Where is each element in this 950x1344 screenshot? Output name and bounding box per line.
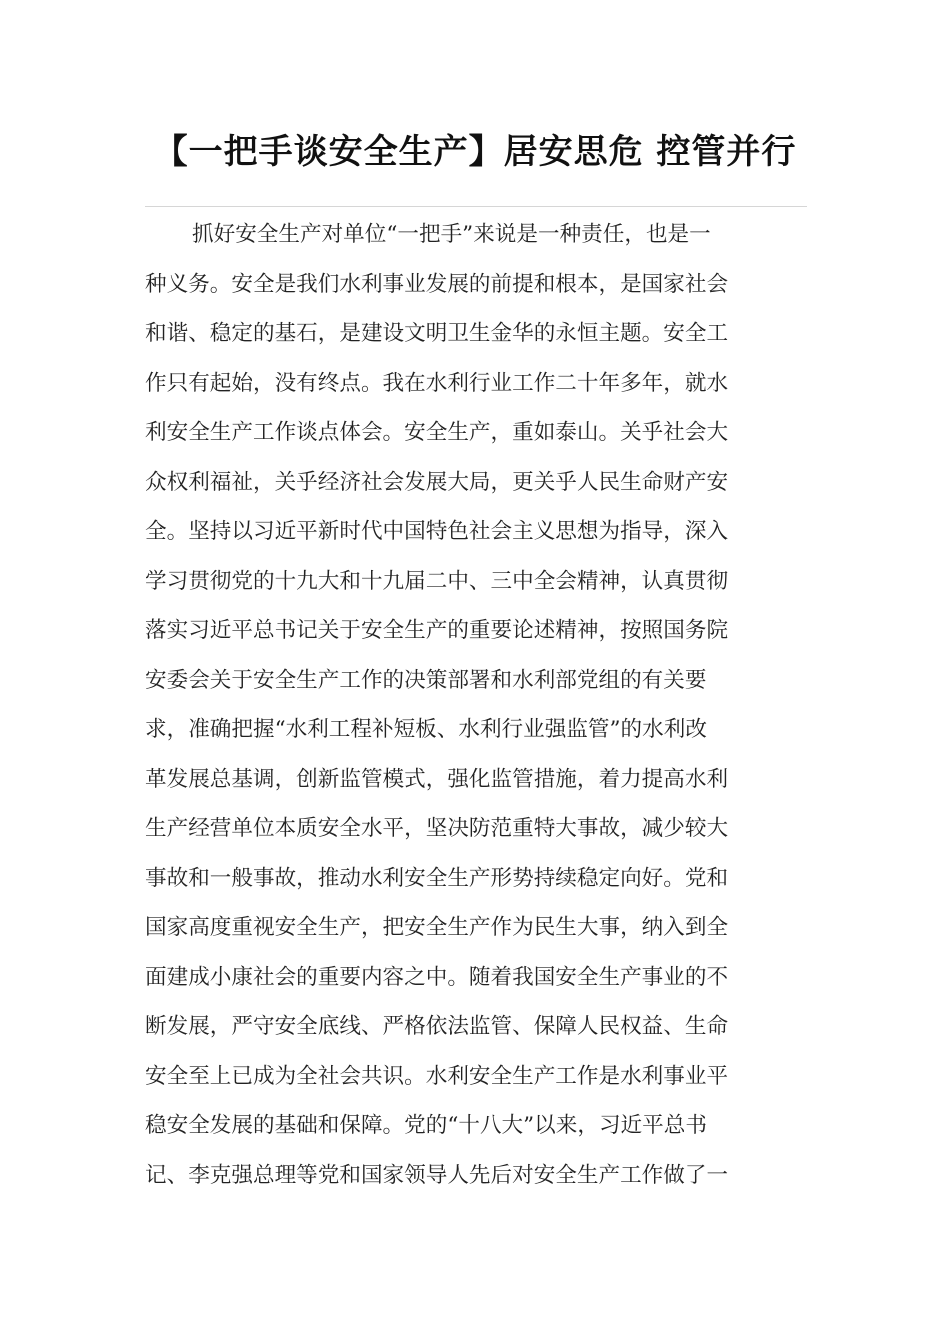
- paragraph-line: 种义务。安全是我们水利事业发展的前提和根本，是国家社会: [145, 271, 729, 297]
- document-title: 【一把手谈安全生产】居安思危 控管并行: [153, 132, 797, 172]
- title-divider: [145, 206, 807, 207]
- paragraph-line: 和谐、稳定的基石，是建设文明卫生金华的永恒主题。安全工: [145, 321, 729, 346]
- paragraph-line: 抓好安全生产对单位“一把手”来说是一种责任，也是一: [192, 222, 711, 247]
- paragraph-line: 事故和一般事故，推动水利安全生产形势持续稳定向好。党和: [145, 865, 729, 891]
- paragraph-line: 记、李克强总理等党和国家领导人先后对安全生产工作做了一: [145, 1162, 729, 1188]
- paragraph-line: 面建成小康社会的重要内容之中。随着我国安全生产事业的不: [145, 964, 729, 990]
- paragraph-line: 生产经营单位本质安全水平，坚决防范重特大事故，减少较大: [145, 816, 729, 841]
- paragraph-line: 稳安全发展的基础和保障。党的“十八大”以来，习近平总书: [145, 1113, 707, 1138]
- paragraph-line: 全。坚持以习近平新时代中国特色社会主义思想为指导，深入: [145, 519, 729, 544]
- paragraph-line: 利安全生产工作谈点体会。安全生产，重如泰山。关乎社会大: [145, 420, 729, 445]
- paragraph-line: 落实习近平总书记关于安全生产的重要论述精神，按照国务院: [145, 618, 729, 643]
- paragraph-line: 安全至上已成为全社会共识。水利安全生产工作是水利事业平: [145, 1063, 729, 1089]
- paragraph-line: 学习贯彻党的十九大和十九届二中、三中全会精神，认真贯彻: [145, 568, 729, 594]
- paragraph-line: 众权利福祉，关乎经济社会发展大局，更关乎人民生命财产安: [145, 469, 729, 495]
- paragraph-line: 革发展总基调，创新监管模式，强化监管措施，着力提高水利: [145, 766, 729, 792]
- paragraph-line: 作只有起始，没有终点。我在水利行业工作二十年多年，就水: [145, 370, 729, 396]
- paragraph-line: 安委会关于安全生产工作的决策部署和水利部党组的有关要: [145, 667, 707, 693]
- paragraph-line: 国家高度重视安全生产，把安全生产作为民生大事，纳入到全: [145, 915, 729, 940]
- paragraph-line: 断发展，严守安全底线、严格依法监管、保障人民权益、生命: [145, 1014, 729, 1039]
- paragraph-line: 求，准确把握“水利工程补短板、水利行业强监管”的水利改: [145, 717, 707, 742]
- body-paragraph: [145, 210, 795, 1200]
